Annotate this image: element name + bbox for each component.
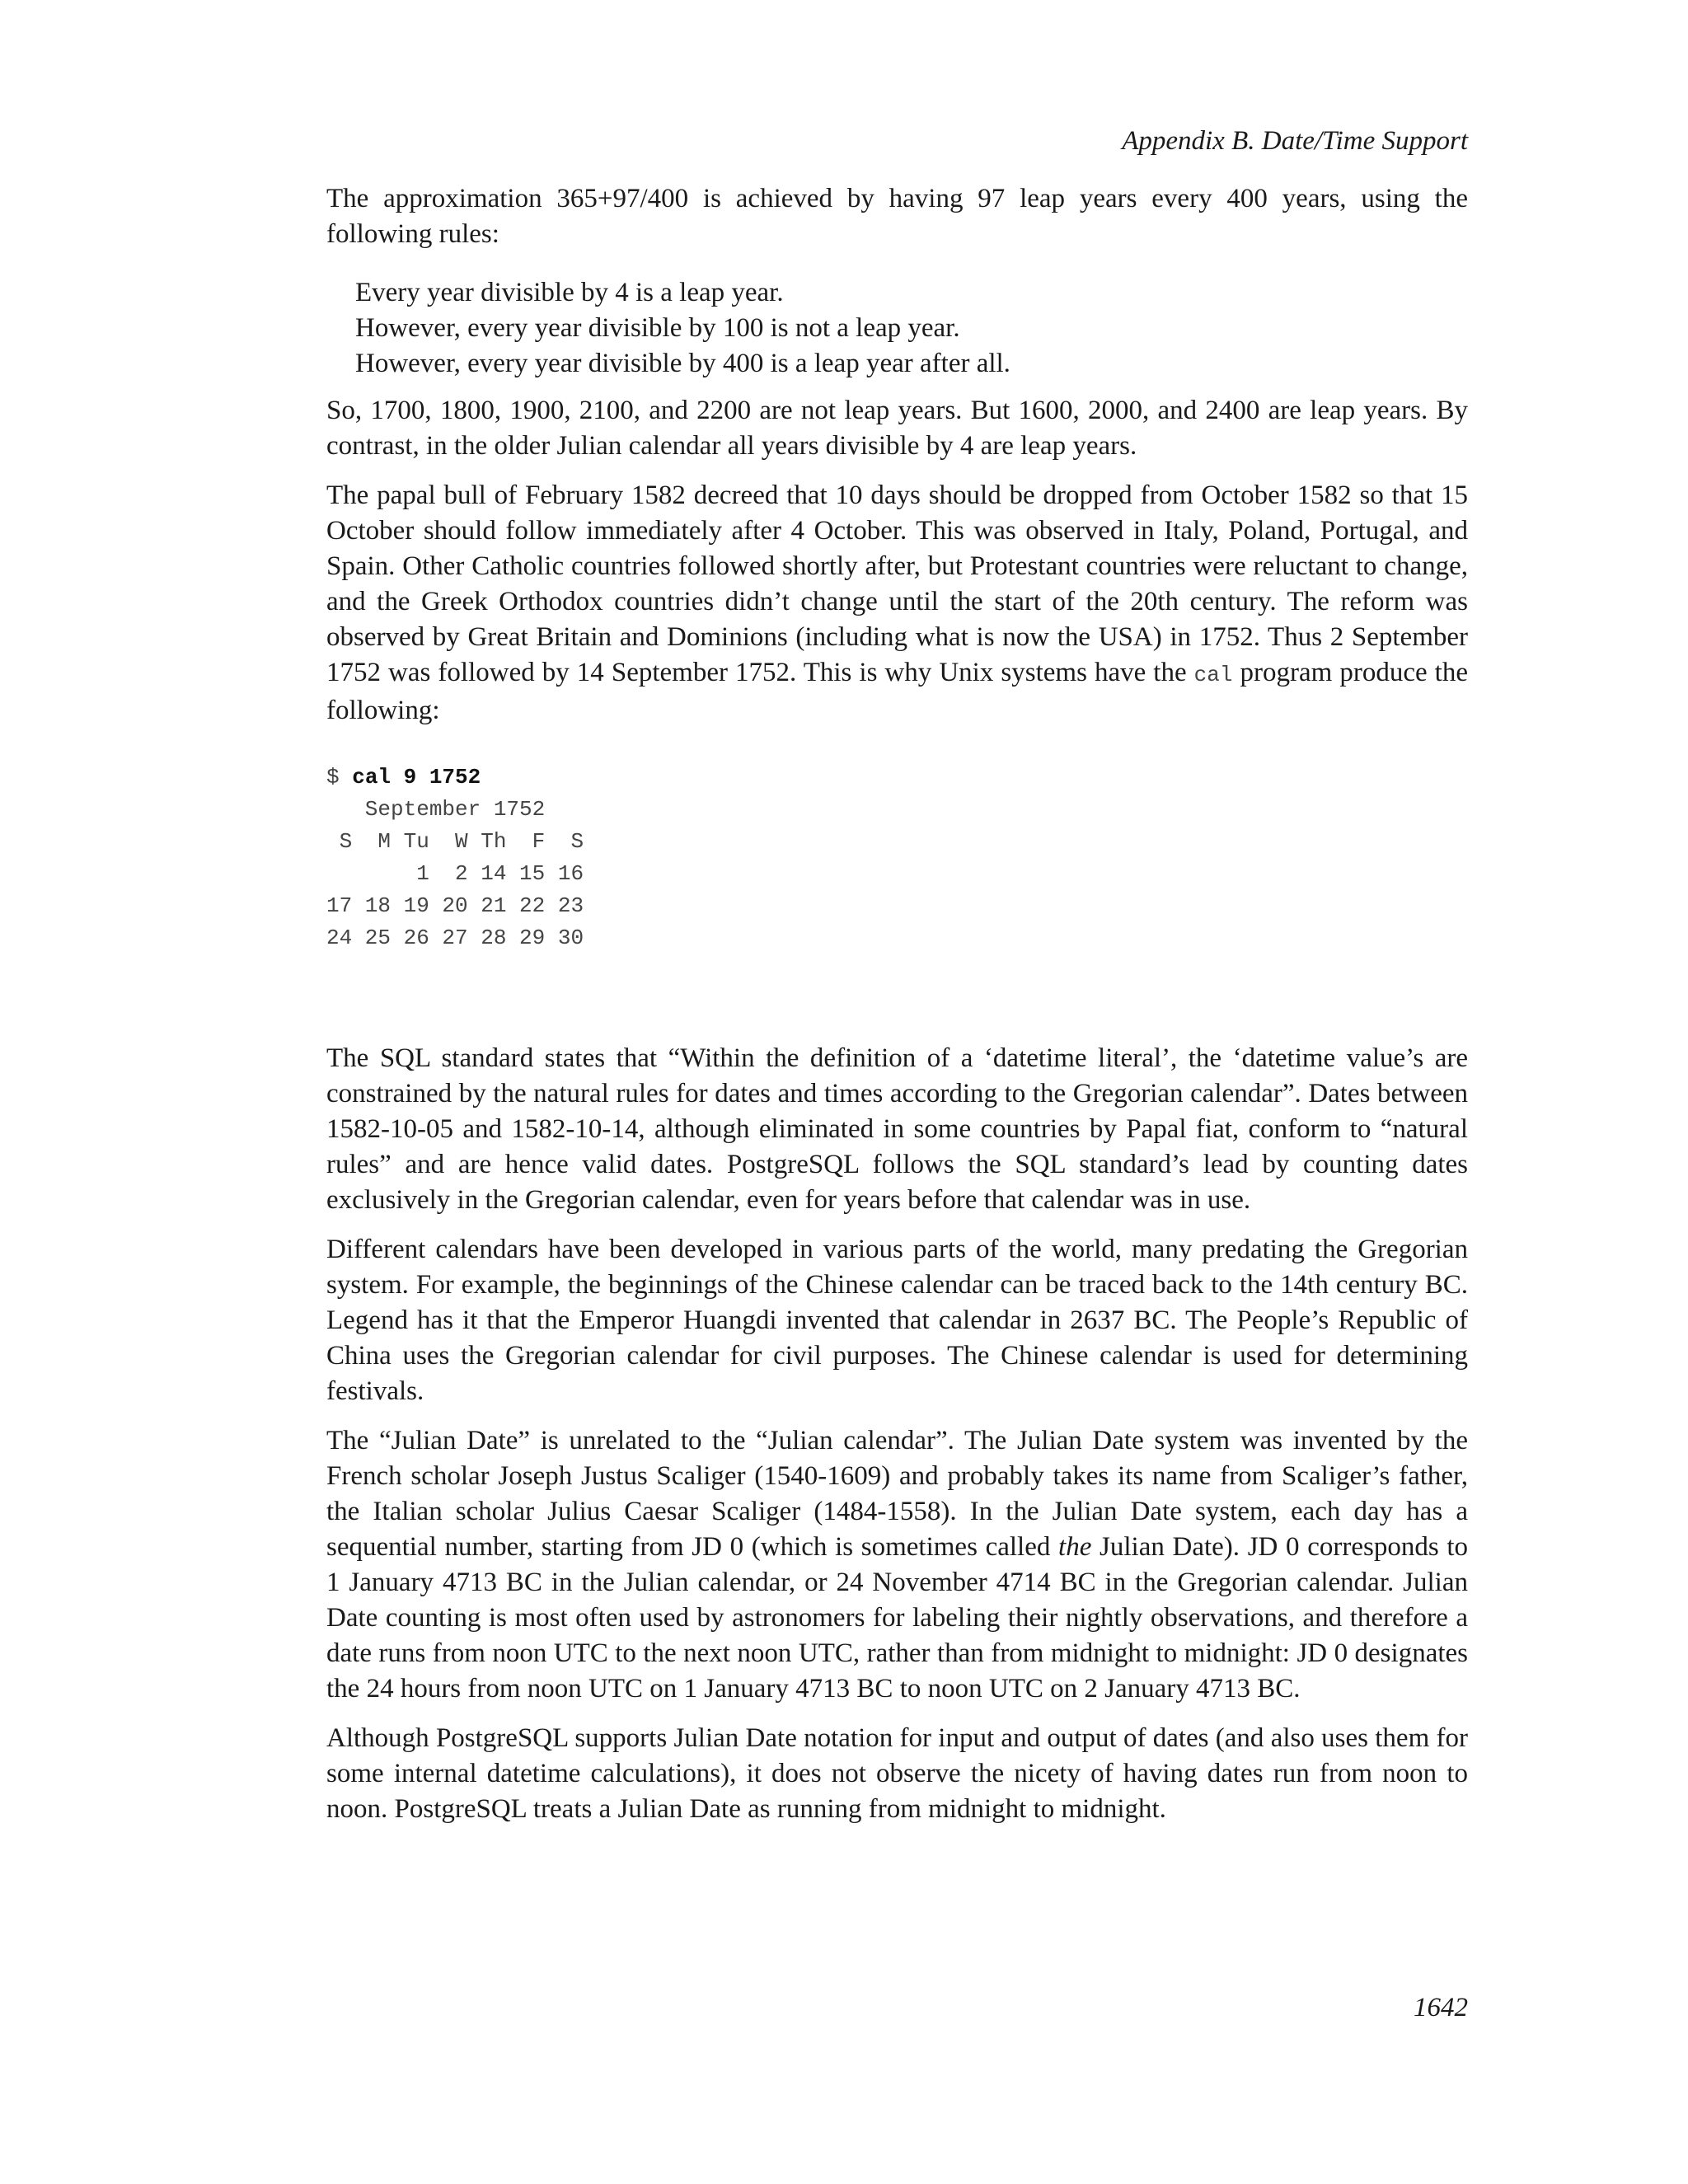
terminal-screen <box>326 762 1468 954</box>
paragraph-leap-examples: So, 1700, 1800, 1900, 2100, and 2200 are not leap years. But 1600, 2000, and 2400 are leap years. By contrast, in the older Julian calendar all years divisible by 4 are leap years. <box>326 396 1468 461</box>
paragraph-julian-date <box>326 1423 1468 1707</box>
inline-code: cal <box>1193 663 1233 687</box>
running-header: Appendix B. Date/Time Support <box>1122 126 1468 156</box>
paragraph-postgresql-julian: Although PostgreSQL supports Julian Date notation for input and output of dates (and also uses them for some internal datetime calculations), it does not observe the nicety of having dates run from noon to noon. PostgreSQL treats a Julian Date as running from midnight to midnight. <box>326 1723 1468 1824</box>
rule-item: However, every year divisible by 100 is not a leap year. <box>355 313 960 343</box>
paragraph-leap-approximation: The approximation 365+97/400 is achieved by having 97 leap years every 400 years, using the following rules: <box>326 184 1468 249</box>
rule-item: Every year divisible by 4 is a leap year. <box>355 278 784 307</box>
document-page <box>326 124 1468 1841</box>
paragraph-sql-standard: The SQL standard states that “Within the definition of a ‘datetime literal’, the ‘datetime value’s are constrained by the natural rules for dates and times according to the Gregorian calendar”. Dates between 1582-10-05 and 1582-10-14, although eliminated in some countries by Papal fiat, conform to “natural rules” and are hence valid dates. PostgreSQL follows the SQL standard’s lead by counting dates exclusively in the Gregorian calendar, even for years before that calendar was in use. <box>326 1043 1468 1215</box>
page-number: 1642 <box>1414 1993 1468 2022</box>
text-segment: Julian Date). JD 0 corresponds to 1 January 4713 BC in the Julian calendar, or 24 November 4714 BC in the Gregorian calendar. Julian Date counting is most often used by astronomers for labeling their nightly observations, and therefore a date runs from noon UTC to the next noon UTC, rather than from midnight to midnight: JD 0 designates the 24 hours from noon UTC on 1 January 4713 BC to noon UTC on 2 January 4713 BC. <box>326 1532 1468 1704</box>
text-segment: The papal bull of February 1582 decreed that 10 days should be dropped from October 1582 so that 15 October should follow immediately after 4 October. This was observed in Italy, Poland, Portugal, and Spain. Other Catholic countries followed shortly after, but Protestant countries were reluctant to change, and the Greek Orthodox countries didn’t change until the start of the 20th century. The reform was observed by Great Britain and Dominions (including what is now the USA) in 1752. Thus 2 September 1752 was followed by 14 September 1752. This is why Unix systems have the <box>326 480 1468 687</box>
emphasis: the <box>1058 1532 1092 1562</box>
paragraph-papal-bull <box>326 478 1468 729</box>
shell-command: cal 9 1752 <box>352 765 481 790</box>
text-segment: The “Julian Date” is unrelated to the “Julian calendar”. The Julian Date system was invented by the French scholar Joseph Justus Scaliger (1540-1609) and probably takes its name from Scaliger’s father, the Italian scholar Julius Caesar Scaliger (1484-1558). In the Julian Date system, each day has a sequential number, starting from JD 0 (which is sometimes called <box>326 1426 1468 1562</box>
text-segment: program produce the following: <box>326 658 1468 725</box>
command-output: September 1752 S M Tu W Th F S 1 2 14 15 16 17 18 19 20 21 22 23 24 25 26 27 28 29 30 <box>326 797 584 950</box>
shell-prompt: $ <box>326 765 353 790</box>
rule-item: However, every year divisible by 400 is a leap year after all. <box>355 349 1010 378</box>
leap-year-rules <box>355 275 1468 382</box>
paragraph-other-calendars: Different calendars have been developed in various parts of the world, many predating the Gregorian system. For example, the beginnings of the Chinese calendar can be traced back to the 14th century BC. Legend has it that the Emperor Huangdi invented that calendar in 2637 BC. The People’s Republic of China uses the Gregorian calendar for civil purposes. The Chinese calendar is used for determining festivals. <box>326 1235 1468 1406</box>
